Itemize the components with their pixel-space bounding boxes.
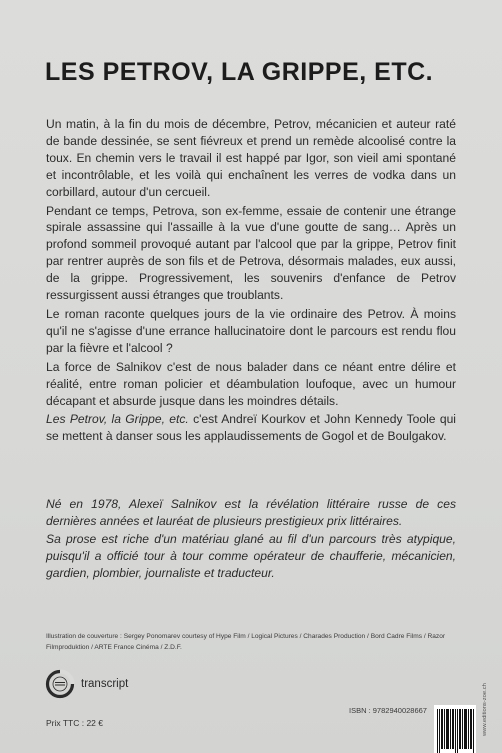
synopsis-paragraph: Un matin, à la fin du mois de décembre, Petrov, mécanicien et auteur raté de bande dessinée, se sent fiévreux et prend un remède alcoolisé contre la toux. En chemin vers le travail il est happé par Igor, son vieil ami spontané et incontrôlable, et les voilà qui enchaînent les verres de vodka dans un corbillard, autour d'un cercueil. <box>46 117 456 199</box>
publisher-website: www.editions-zoe.ch <box>482 683 488 736</box>
synopsis-paragraph: La force de Salnikov c'est de nous balader dans ce néant entre délire et réalité, entre roman policier et déambulation loufoque, avec un humour décapant et absurde jusque dans les moindres détails. <box>46 359 456 408</box>
synopsis <box>46 116 456 447</box>
publisher-name: transcript <box>81 678 129 690</box>
synopsis-paragraph: Le roman raconte quelques jours de la vie ordinaire des Petrov. À moins qu'il ne s'agisse d'une errance hallucinatoire dont le parcours est rendu flou par la fièvre et l'alcool ? <box>46 306 456 355</box>
price: Prix TTC : 22 € <box>46 718 103 728</box>
publisher-logo <box>45 667 185 701</box>
synopsis-closing <box>46 411 456 445</box>
synopsis-paragraph: Pendant ce temps, Petrova, son ex-femme, essaie de contenir une étrange spirale assassine qui l'assaille à la vue d'une goutte de sang… Après un profond sommeil provoqué autant par l'alcool que par la grippe, Petrov finit par rentrer auprès de son fils et de Petrova, désormais malades, eux aussi, de la grippe. Progressivement, les souvenirs d'enfance de Petrov ressurgissent aussi étranges que troublants. <box>46 203 456 303</box>
illustration-credits: Illustration de couverture : Sergey Ponomarev courtesy of Hype Film / Logical Pictures / Charades Production / Bord Cadre Films / Razor Filmproduktion / ARTE France Cinéma / Z.D.F. <box>46 633 446 651</box>
bio-paragraph: Né en 1978, Alexeï Salnikov est la révélation littéraire russe de ces dernières années et lauréat de plusieurs prestigieux prix littéraires. <box>46 497 456 528</box>
barcode <box>434 705 476 753</box>
isbn: ISBN : 9782940028667 <box>349 706 427 715</box>
closing-text: c'est Andreï Kourkov et John Kennedy Toole qui se mettent à danser sous les applaudissements de Gogol et de Boulgakov. <box>46 412 456 444</box>
bio-paragraph: Sa prose est riche d'un matériau glané au fil d'un parcours très atypique, puisqu'il a officié tour à tour comme opérateur de chaufferie, mécanicien, gardien, plombier, journaliste et traducteur. <box>46 531 456 580</box>
book-title: LES PETROV, LA GRIPPE, ETC. <box>45 58 434 86</box>
publisher-logo-icon <box>45 669 75 699</box>
book-title-italic: Les Petrov, la Grippe, etc. <box>46 412 189 427</box>
author-bio <box>46 496 456 583</box>
